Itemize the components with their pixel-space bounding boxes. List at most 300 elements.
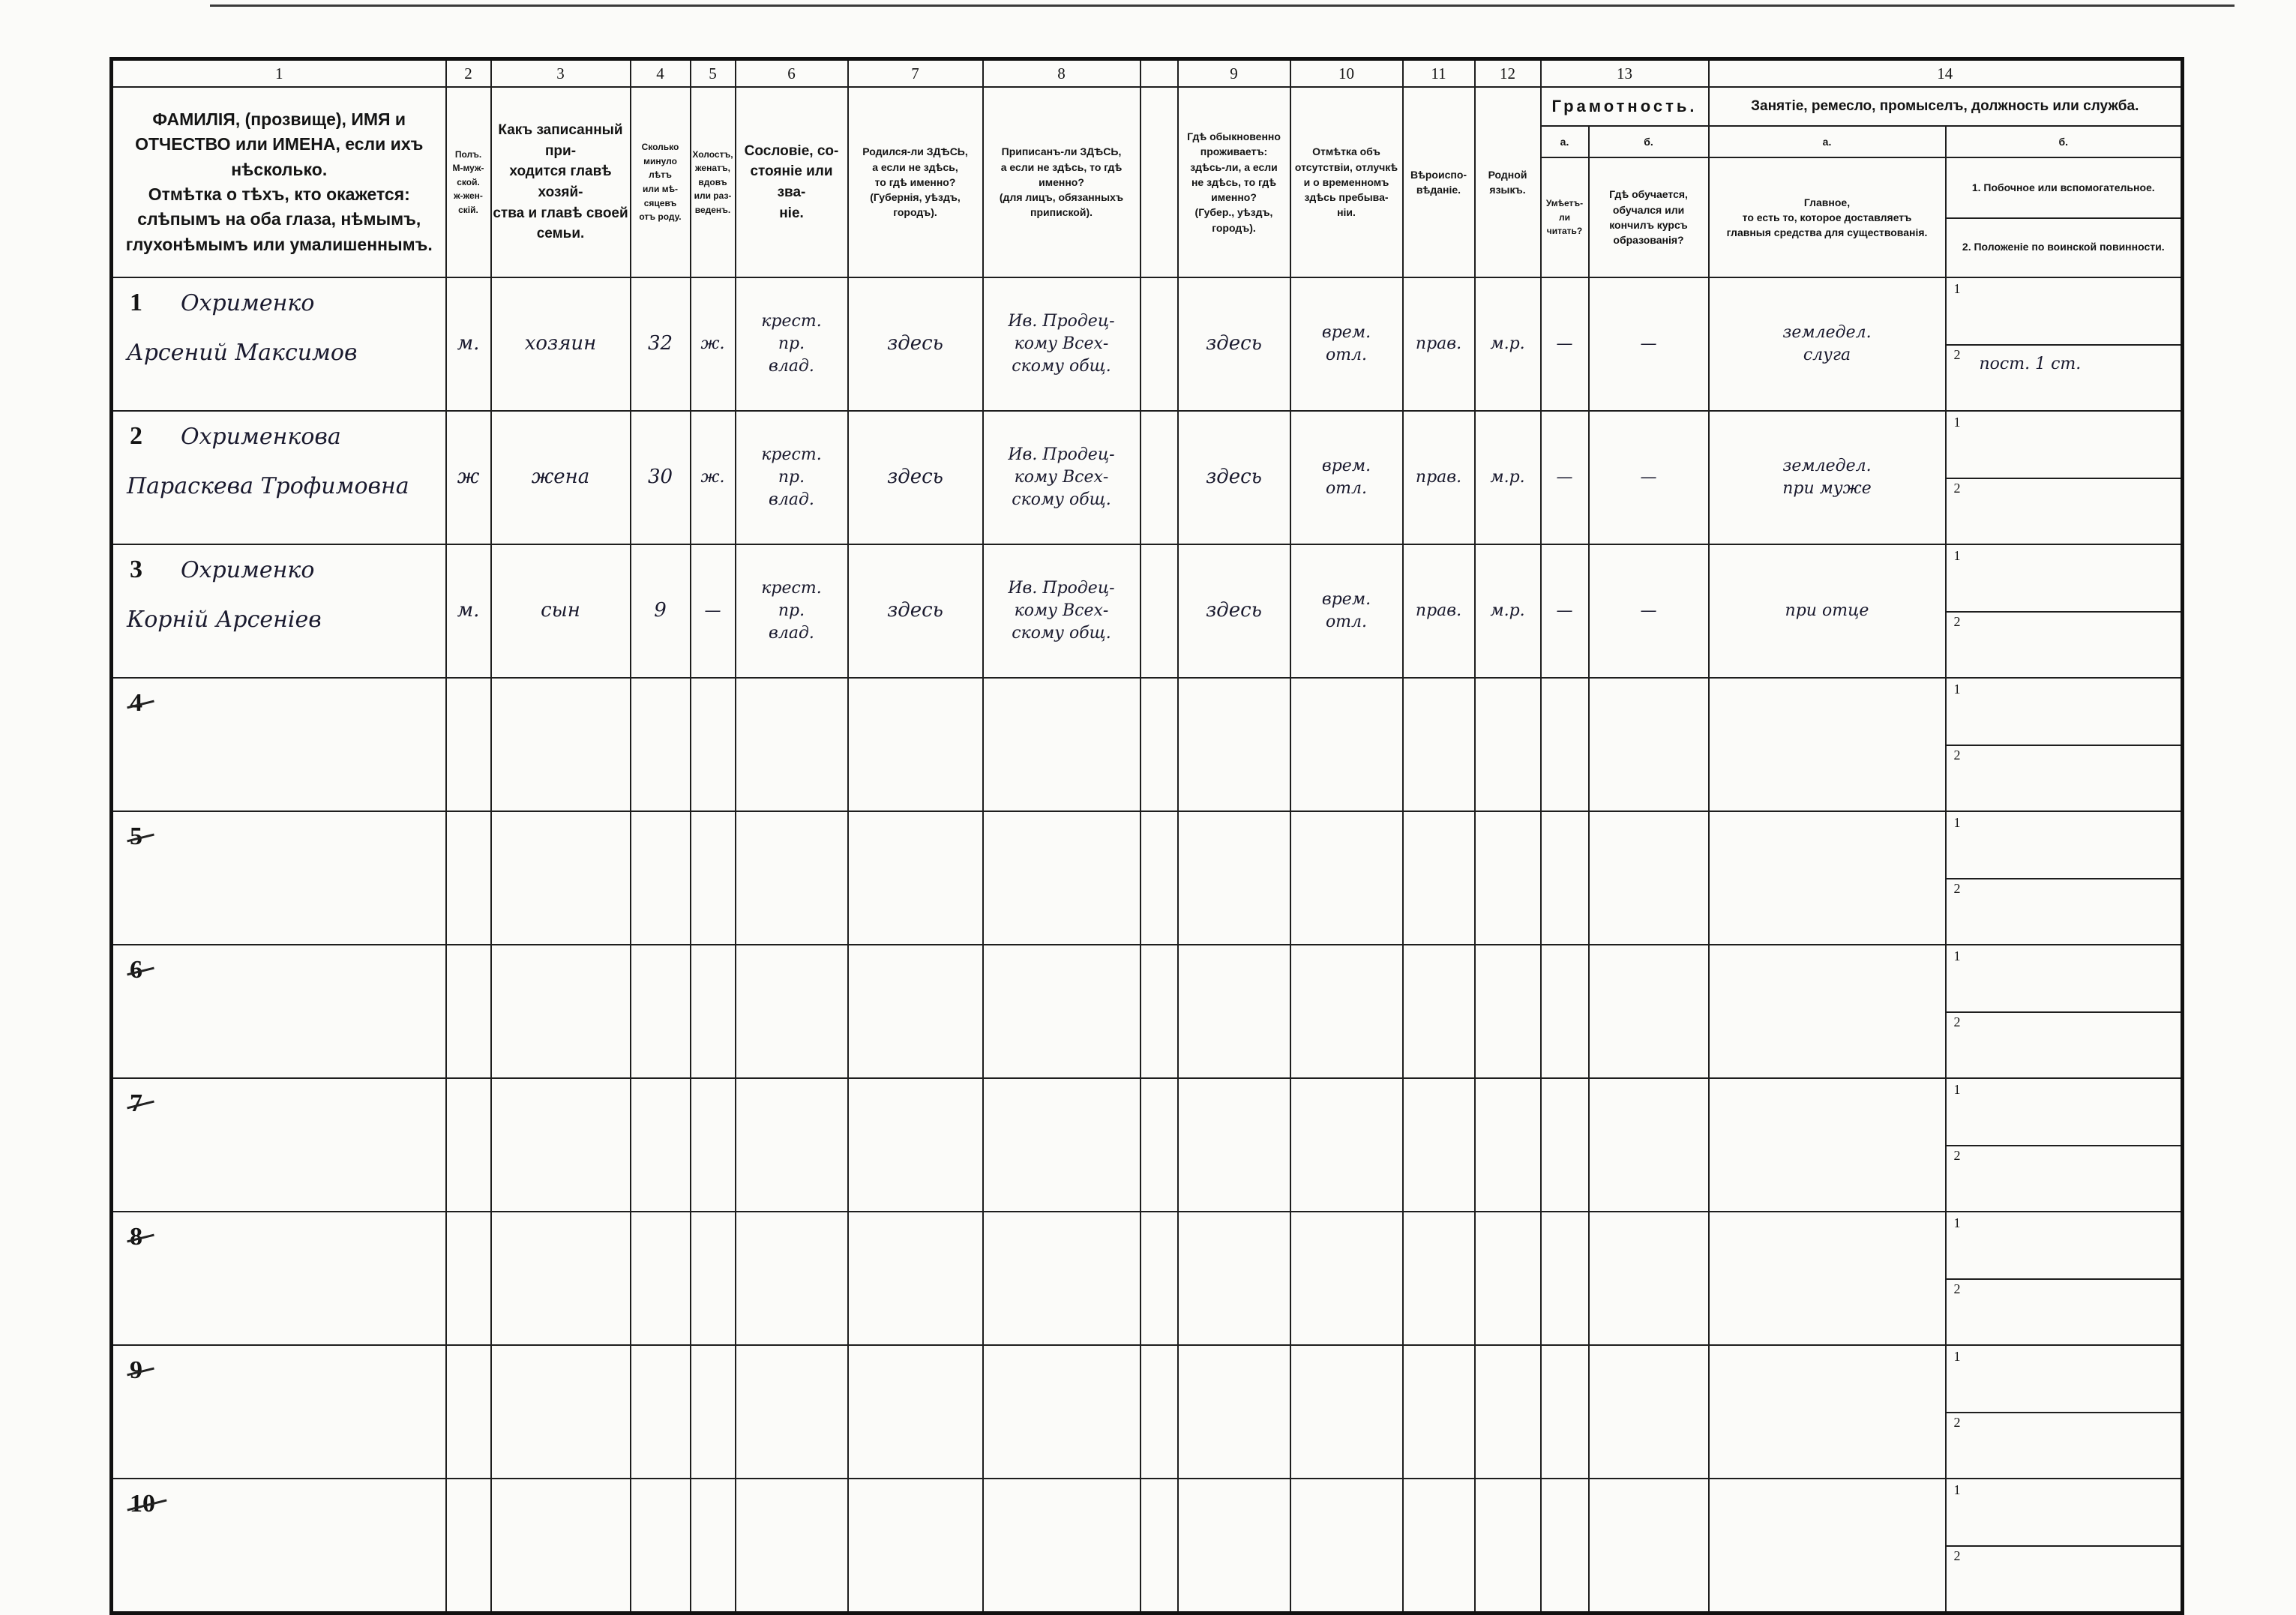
birthplace-cell-value: здесь [887,332,943,355]
can-read-cell [1541,678,1589,811]
absence-cell [1290,544,1403,678]
side-occupation-part [1947,1212,2181,1280]
part-index: 2 [1953,481,1961,496]
education-cell-value: — [1640,334,1657,354]
absence-cell [1290,945,1403,1078]
blank-cell [1141,1479,1178,1614]
name-cell [112,544,446,678]
column-number: 2 [446,59,491,88]
marital-cell [691,1212,736,1345]
marital-cell [691,277,736,411]
column-number [1141,59,1178,88]
language-cell [1475,1078,1541,1212]
blank-cell [1141,1345,1178,1479]
residence-cell-value: здесь [1206,466,1262,489]
part-index: 2 [1953,1014,1961,1029]
marital-cell [691,411,736,544]
relation-cell [491,1078,631,1212]
entry-number: 10 [130,1490,155,1518]
military-part [1947,344,2181,410]
religion-cell [1403,1078,1475,1212]
registration-cell [983,411,1141,544]
residence-cell [1178,1212,1290,1345]
absence-cell [1290,1212,1403,1345]
age-cell-value: 32 [647,332,673,355]
sex-cell-value: м. [457,599,480,622]
education-cell [1589,277,1709,411]
registration-cell-value: Ив. Продец- кому Всех- скому общ. [1008,579,1115,643]
side-occupation-part [1947,412,2181,479]
column-number: 7 [848,59,983,88]
occupation-b-letter: б. [1946,126,2183,157]
language-cell [1475,411,1541,544]
side-occupation-cell [1946,1212,2183,1345]
part-index: 2 [1953,1281,1961,1296]
literacy-b-letter: б. [1589,126,1709,157]
residence-cell [1178,544,1290,678]
can-read-cell [1541,1212,1589,1345]
part-index: 1 [1953,1215,1961,1230]
header-name: ФАМИЛІЯ, (прозвище), ИМЯ и ОТЧЕСТВО или ИМЕНА, если ихъ нѣсколько. Отмѣтка о тѣхъ, кто окажется: слѣпымъ на оба глаза, нѣмымъ, глухонѣмымъ или умалишеннымъ. [112,87,446,277]
registration-cell [983,1479,1141,1614]
column-number: 3 [491,59,631,88]
language-cell-value: м.р. [1490,468,1525,487]
blank-cell [1141,544,1178,678]
sex-cell [446,678,491,811]
header-sex: Полъ. М-муж- ской. ж-жен- скій. [446,87,491,277]
table-row [112,811,2183,945]
side-occupation-part [1947,278,2181,346]
main-occupation-cell [1709,1212,1946,1345]
main-occupation-cell-value: земледел. при муже [1782,457,1872,498]
surname: Охрименко [181,290,315,316]
military-part [1947,1278,2181,1344]
residence-cell [1178,1345,1290,1479]
main-occupation-cell [1709,1078,1946,1212]
age-cell-value: 9 [654,599,667,622]
age-cell [631,544,691,678]
part-index: 2 [1953,1548,1961,1563]
language-cell [1475,1212,1541,1345]
entry-number: 3 [130,556,142,583]
part-index: 2 [1953,748,1961,763]
relation-cell [491,411,631,544]
religion-cell [1403,277,1475,411]
age-cell [631,945,691,1078]
marital-cell-value: ж. [700,334,725,354]
birthplace-cell [848,544,983,678]
age-cell [631,811,691,945]
registration-cell-value: Ив. Продец- кому Всех- скому общ. [1008,312,1115,376]
language-cell [1475,678,1541,811]
registration-cell [983,945,1141,1078]
age-cell [631,277,691,411]
military-part [1947,745,2181,810]
can-read-cell [1541,945,1589,1078]
part-index: 2 [1953,1415,1961,1430]
name-cell [112,1212,446,1345]
marital-cell [691,1479,736,1614]
religion-cell [1403,811,1475,945]
header-occupation: Занятіе, ремесло, промыселъ, должность или служба. [1709,87,2183,126]
birthplace-cell [848,1345,983,1479]
military-part [1947,478,2181,544]
main-occupation-cell [1709,945,1946,1078]
marital-cell [691,544,736,678]
literacy-a-letter: а. [1541,126,1589,157]
age-cell [631,678,691,811]
birthplace-cell [848,277,983,411]
blank-cell [1141,678,1178,811]
relation-cell [491,811,631,945]
side-occupation-part [1947,945,2181,1013]
part-index: 2 [1953,1148,1961,1163]
side-occupation-cell [1946,811,2183,945]
residence-cell-value: здесь [1206,332,1262,355]
estate-cell-value: крест. пр. влад. [761,312,822,376]
main-occupation-cell [1709,544,1946,678]
side-occupation-part [1947,812,2181,879]
side-occupation-cell [1946,1345,2183,1479]
part-index: 2 [1953,881,1961,896]
marital-cell-value: ж. [700,468,725,487]
entry-number: 1 [130,289,142,316]
table-row [112,1212,2183,1345]
main-occupation-cell [1709,1479,1946,1614]
part-index: 1 [1953,948,1961,963]
education-cell [1589,1212,1709,1345]
age-cell [631,1345,691,1479]
header-row [112,87,2183,126]
residence-cell [1178,811,1290,945]
relation-cell-value: хозяин [524,332,597,355]
table-row [112,945,2183,1078]
can-read-cell [1541,1345,1589,1479]
education-cell [1589,945,1709,1078]
estate-cell [736,1078,848,1212]
sex-cell [446,277,491,411]
absence-cell-value: врем. отл. [1321,323,1371,364]
can-read-cell [1541,1479,1589,1614]
blank-cell [1141,1212,1178,1345]
column-number: 9 [1178,59,1290,88]
religion-cell [1403,1212,1475,1345]
entry-number: 5 [130,822,142,850]
can-read-cell-value: — [1556,601,1573,621]
education-cell [1589,1345,1709,1479]
part-index: 1 [1953,682,1961,697]
table-row [112,411,2183,544]
marital-cell [691,945,736,1078]
column-number: 1 [112,59,446,88]
language-cell-value: м.р. [1490,601,1525,621]
registration-cell [983,678,1141,811]
part-index: 1 [1953,548,1961,563]
header-military-text: 2. Положеніе по воинской повинности. [1962,241,2165,253]
relation-cell [491,1212,631,1345]
part-index: 1 [1953,1482,1961,1497]
can-read-cell-value: — [1556,468,1573,487]
military-part [1947,1412,2181,1478]
side-occupation-cell [1946,678,2183,811]
marital-cell [691,1078,736,1212]
header-birthplace: Родился-ли ЗДѢСЬ, а если не здѣсь, то гдѣ именно? (Губернія, уѣздъ, городъ). [848,87,983,277]
table-row [112,1078,2183,1212]
religion-cell [1403,544,1475,678]
side-occupation-cell [1946,411,2183,544]
language-cell-value: м.р. [1490,334,1525,354]
sex-cell [446,1078,491,1212]
blank-cell [1141,945,1178,1078]
blank-cell [1141,811,1178,945]
absence-cell [1290,1479,1403,1614]
sex-cell [446,1212,491,1345]
religion-cell [1403,1345,1475,1479]
side-occupation-part [1947,545,2181,613]
header-language: Родной языкъ. [1475,87,1541,277]
side-occupation-cell [1946,1078,2183,1212]
absence-cell [1290,678,1403,811]
education-cell [1589,811,1709,945]
sex-cell [446,1345,491,1479]
header-religion: Вѣроиспо- вѣданіе. [1403,87,1475,277]
sex-cell [446,945,491,1078]
sex-cell-value: м. [457,332,480,355]
residence-cell [1178,1479,1290,1614]
blank-cell [1141,411,1178,544]
part-index: 1 [1953,1082,1961,1097]
relation-cell [491,1479,631,1614]
part-index: 2 [1953,614,1961,629]
birthplace-cell [848,1479,983,1614]
entry-number: 4 [130,689,142,717]
sex-cell [446,544,491,678]
military-part [1947,1011,2181,1077]
religion-cell [1403,411,1475,544]
age-cell [631,1212,691,1345]
column-number: 4 [631,59,691,88]
military-part [1947,611,2181,677]
header-estate: Сословіе, со- стояніе или зва- ніе. [736,87,848,277]
relation-cell-value: сын [541,599,580,622]
relation-cell [491,945,631,1078]
religion-cell-value: прав. [1415,468,1462,487]
name-cell [112,277,446,411]
residence-cell [1178,411,1290,544]
column-number: 13 [1541,59,1709,88]
education-cell [1589,678,1709,811]
relation-cell [491,678,631,811]
birthplace-cell [848,1078,983,1212]
religion-cell [1403,1479,1475,1614]
main-occupation-cell-value: при отце [1785,601,1869,621]
blank-column [1141,87,1178,277]
residence-cell [1178,678,1290,811]
name-cell [112,1345,446,1479]
age-cell [631,1479,691,1614]
entry-number: 7 [130,1089,142,1117]
entry-number: 6 [130,956,142,984]
side-occupation-cell [1946,1479,2183,1614]
main-occupation-cell [1709,277,1946,411]
header-relation: Какъ записанный при- ходится главѣ хозяй- ства и главѣ своей семьи. [491,87,631,277]
header-side-occupation-1 [1947,158,2181,219]
entry-number: 9 [130,1356,142,1384]
name-cell [112,1479,446,1614]
language-cell [1475,1479,1541,1614]
column-number: 11 [1403,59,1475,88]
marital-cell [691,811,736,945]
column-number-row [112,59,2183,88]
estate-cell [736,1345,848,1479]
name-cell [112,945,446,1078]
main-occupation-cell [1709,1345,1946,1479]
can-read-cell-value: — [1556,334,1573,354]
estate-cell-value: крест. пр. влад. [761,445,822,509]
education-cell-value: — [1640,601,1657,621]
absence-cell [1290,411,1403,544]
part-index: 1 [1953,815,1961,830]
header-education: Гдѣ обучается, обучался или кончилъ курсъ образованія? [1589,157,1709,277]
estate-cell [736,1212,848,1345]
header-residence: Гдѣ обыкновенно проживаетъ: здѣсь-ли, а если не здѣсь, то гдѣ именно? (Губер., уѣздъ, городъ). [1178,87,1290,277]
main-occupation-cell-value: земледел. слуга [1782,323,1872,364]
language-cell [1475,277,1541,411]
part-index: 2 [1953,347,1961,362]
residence-cell [1178,1078,1290,1212]
age-cell [631,411,691,544]
language-cell [1475,544,1541,678]
birthplace-cell [848,945,983,1078]
column-number: 5 [691,59,736,88]
column-number: 6 [736,59,848,88]
can-read-cell [1541,811,1589,945]
absence-cell-value: врем. отл. [1321,590,1371,631]
age-cell [631,1078,691,1212]
registration-cell [983,811,1141,945]
relation-cell [491,277,631,411]
estate-cell [736,1479,848,1614]
relation-cell [491,1345,631,1479]
given-names: Арсений Максимов [127,340,358,366]
header-military [1947,217,2181,277]
religion-cell-value: прав. [1415,601,1462,621]
entry-number: 2 [130,422,142,450]
column-number: 10 [1290,59,1403,88]
relation-cell [491,544,631,678]
estate-cell [736,544,848,678]
part-index: 1 [1953,415,1961,430]
table-row [112,1345,2183,1479]
absence-cell-value: врем. отл. [1321,457,1371,498]
estate-cell [736,678,848,811]
side-occupation-part [1947,679,2181,746]
birthplace-cell [848,811,983,945]
marital-cell-value: — [704,601,721,621]
birthplace-cell [848,411,983,544]
table-row [112,1479,2183,1614]
relation-cell-value: жена [531,466,590,489]
surname: Охрименкова [181,424,341,450]
religion-cell [1403,945,1475,1078]
given-names: Параскева Трофимовна [127,473,409,499]
side-occupation-part [1947,1479,2181,1547]
name-cell [112,411,446,544]
absence-cell [1290,1345,1403,1479]
military-part [1947,1545,2181,1611]
age-cell-value: 30 [647,466,673,489]
marital-cell [691,1345,736,1479]
column-number: 8 [983,59,1141,88]
scan-edge [210,4,2235,7]
estate-cell [736,811,848,945]
registration-cell [983,544,1141,678]
can-read-cell [1541,1078,1589,1212]
header-registration: Приписанъ-ли ЗДѢСЬ, а если не здѣсь, то гдѣ именно? (для лицъ, обязанныхъ припиской). [983,87,1141,277]
side-occupation-cell [1946,277,2183,411]
registration-cell [983,1212,1141,1345]
part-index: 1 [1953,1349,1961,1364]
header-side-occupation [1946,157,2183,277]
header-marital: Холостъ, женатъ, вдовъ или раз- веденъ. [691,87,736,277]
sex-cell [446,1479,491,1614]
name-cell [112,678,446,811]
education-cell [1589,1479,1709,1614]
can-read-cell [1541,277,1589,411]
registration-cell [983,1345,1141,1479]
header-absence: Отмѣтка объ отсутствіи, отлучкѣ и о временномъ здѣсь пребыва- ніи. [1290,87,1403,277]
registration-cell [983,1078,1141,1212]
side-occupation-part [1947,1079,2181,1146]
side-occupation-cell [1946,945,2183,1078]
religion-cell [1403,678,1475,811]
estate-cell [736,945,848,1078]
census-form-table [109,57,2184,1615]
estate-cell-value: крест. пр. влад. [761,579,822,643]
main-occupation-cell [1709,678,1946,811]
military-value: пост. 1 ст. [1979,355,2082,373]
absence-cell [1290,277,1403,411]
birthplace-cell-value: здесь [887,466,943,489]
language-cell [1475,811,1541,945]
sex-cell [446,411,491,544]
registration-cell-value: Ив. Продец- кому Всех- скому общ. [1008,445,1115,509]
birthplace-cell [848,1212,983,1345]
header-main-occupation: Главное, то есть то, которое доставляетъ главныя средства для существованія. [1709,157,1946,277]
table-row [112,277,2183,411]
side-occupation-cell [1946,544,2183,678]
table-row [112,678,2183,811]
language-cell [1475,1345,1541,1479]
entry-number: 8 [130,1223,142,1251]
blank-cell [1141,1078,1178,1212]
name-cell [112,811,446,945]
side-occupation-part [1947,1346,2181,1413]
registration-cell [983,277,1141,411]
column-number: 12 [1475,59,1541,88]
residence-cell-value: здесь [1206,599,1262,622]
header-literacy: Грамотность. [1541,87,1709,126]
estate-cell [736,411,848,544]
given-names: Корній Арсеніев [127,607,322,633]
can-read-cell [1541,544,1589,678]
main-occupation-cell [1709,811,1946,945]
name-cell [112,1078,446,1212]
religion-cell-value: прав. [1415,334,1462,354]
part-index: 1 [1953,281,1961,296]
table-row [112,544,2183,678]
residence-cell [1178,945,1290,1078]
